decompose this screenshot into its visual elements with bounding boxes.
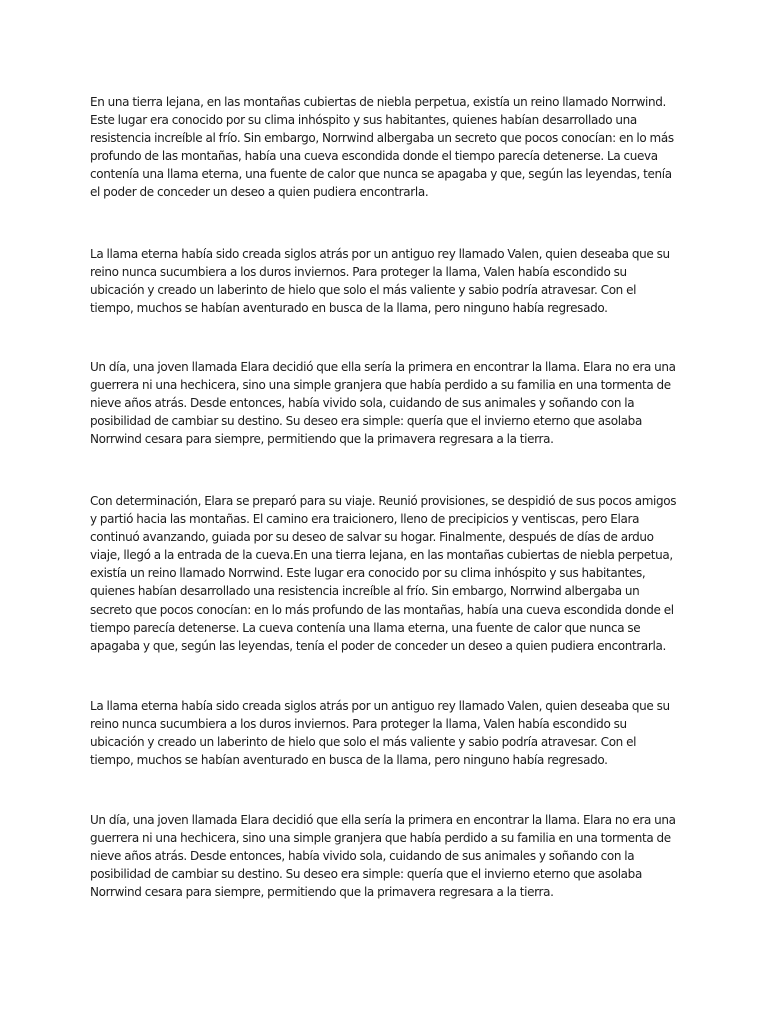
story-paragraph: Con determinación, Elara se preparó para su viaje. Reunió provisiones, se despidió de sus pocos amigos y partió hacia las montañas. El camino era traicionero, lleno de precipicios y ventiscas, pero Elara continuó avanzando, guiada por su deseo de salvar su hogar. Finalmente, después de días de arduo viaje, llegó a la entrada de la cueva.En una tierra lejana, en las montañas cubiertas de niebla perpetua, existía un reino llamado Norrwind. Este lugar era conocido por su clima inhóspito y sus habitantes, quienes habían desarrollado una resistencia increíble al frío. Sin embargo, Norrwind albergaba un secreto que pocos conocían: en lo más profundo de las montañas, había una cueva escondida donde el tiempo parecía detenerse. La cueva contenía una llama eterna, una fuente de calor que nunca se apagaba y que, según las leyendas, tenía el poder de conceder un deseo a quien pudiera encontrarla. — [90, 494, 677, 653]
story-paragraph: Un día, una joven llamada Elara decidió que ella sería la primera en encontrar la llama. Elara no era una guerrera ni una hechicera, sino una simple granjera que había perdido a su familia en una tormenta de nieve años atrás. Desde entonces, había vivido sola, cuidando de sus animales y soñando con la posibilidad de cambiar su destino. Su deseo era simple: quería que el invierno eterno que asolaba Norrwind cesara para siempre, permitiendo que la primavera regresara a la tierra. — [90, 813, 676, 900]
story-paragraph: La llama eterna había sido creada siglos atrás por un antiguo rey llamado Valen, quien deseaba que su reino nunca sucumbiera a los duros inviernos. Para proteger la llama, Valen había escondido su ubicación y creado un laberinto de hielo que solo el más valiente y sabio podría atravesar. Con el tiempo, muchos se habían aventurado en busca de la llama, pero ninguno había regresado. — [90, 699, 670, 768]
story-paragraph: La llama eterna había sido creada siglos atrás por un antiguo rey llamado Valen, quien deseaba que su reino nunca sucumbiera a los duros inviernos. Para proteger la llama, Valen había escondido su ubicación y creado un laberinto de hielo que solo el más valiente y sabio podría atravesar. Con el tiempo, muchos se habían aventurado en busca de la llama, pero ninguno había regresado. — [90, 247, 670, 316]
story-paragraph: En una tierra lejana, en las montañas cubiertas de niebla perpetua, existía un reino llamado Norrwind. Este lugar era conocido por su clima inhóspito y sus habitantes, quienes habían desarrollado una resistencia increíble al frío. Sin embargo, Norrwind albergaba un secreto que pocos conocían: en lo más profundo de las montañas, había una cueva escondida donde el tiempo parecía detenerse. La cueva contenía una llama eterna, una fuente de calor que nunca se apagaba y que, según las leyendas, tenía el poder de conceder un deseo a quien pudiera encontrarla. — [90, 95, 674, 200]
story-paragraph: Un día, una joven llamada Elara decidió que ella sería la primera en encontrar la llama. Elara no era una guerrera ni una hechicera, sino una simple granjera que había perdido a su familia en una tormenta de nieve años atrás. Desde entonces, había vivido sola, cuidando de sus animales y soñando con la posibilidad de cambiar su destino. Su deseo era simple: quería que el invierno eterno que asolaba Norrwind cesara para siempre, permitiendo que la primavera regresara a la tierra. — [90, 360, 676, 447]
